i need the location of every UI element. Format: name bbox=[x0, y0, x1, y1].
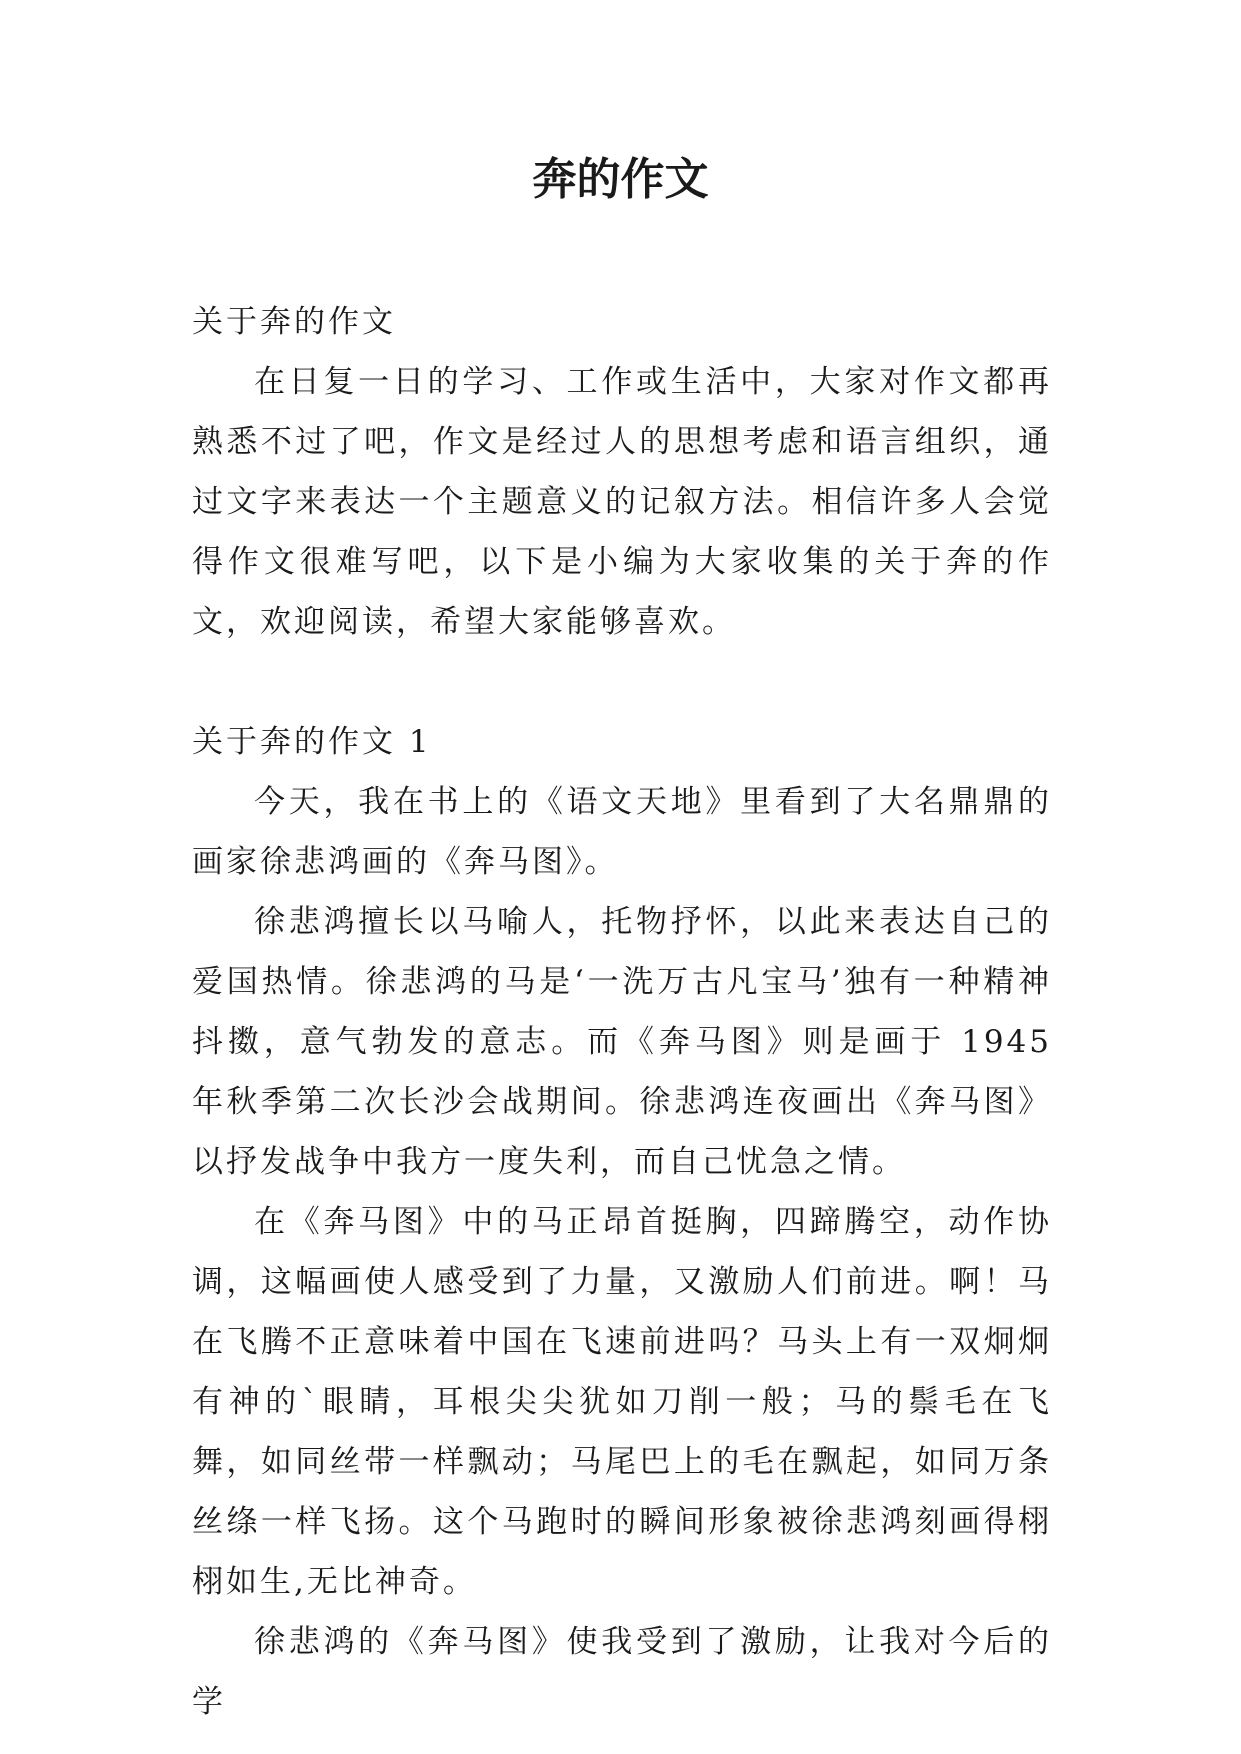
essay1-paragraph-1: 今天，我在书上的《语文天地》里看到了大名鼎鼎的画家徐悲鸿画的《奔马图》。 bbox=[192, 784, 1052, 880]
intro-heading: 关于奔的作文 bbox=[192, 304, 396, 340]
essay1-paragraph-2: 徐悲鸿擅长以马喻人，托物抒怀，以此来表达自己的爱国热情。徐悲鸿的马是‘一洗万古凡宝马’独有一种精神抖擞，意气勃发的意志。而《奔马图》则是画于 1945 年秋季第二次长沙会战期间。徐悲鸿连夜画出《奔马图》以抒发战争中我方一度失利，而自己忧急之情。 bbox=[192, 904, 1052, 1180]
intro-paragraph: 在日复一日的学习、工作或生活中，大家对作文都再熟悉不过了吧，作文是经过人的思想考虑和语言组织，通过文字来表达一个主题意义的记叙方法。相信许多人会觉得作文很难写吧，以下是小编为大家收集的关于奔的作文，欢迎阅读，希望大家能够喜欢。 bbox=[192, 364, 1052, 640]
section-gap bbox=[192, 652, 1052, 712]
document-title: 奔的作文 bbox=[532, 154, 709, 205]
document-body bbox=[192, 292, 1052, 1732]
essay1-paragraph-4: 徐悲鸿的《奔马图》使我受到了激励，让我对今后的学 bbox=[192, 1624, 1052, 1720]
essay1-paragraph-3: 在《奔马图》中的马正昂首挺胸，四蹄腾空，动作协调，这幅画使人感受到了力量，又激励人们前进。啊！马在飞腾不正意味着中国在飞速前进吗？马头上有一双炯炯有神的`眼睛，耳根尖尖犹如刀削一般；马的鬃毛在飞舞，如同丝带一样飘动；马尾巴上的毛在飘起，如同万条丝绦一样飞扬。这个马跑时的瞬间形象被徐悲鸿刻画得栩栩如生,无比神奇。 bbox=[192, 1204, 1052, 1600]
essay1-heading: 关于奔的作文 1 bbox=[192, 724, 432, 760]
